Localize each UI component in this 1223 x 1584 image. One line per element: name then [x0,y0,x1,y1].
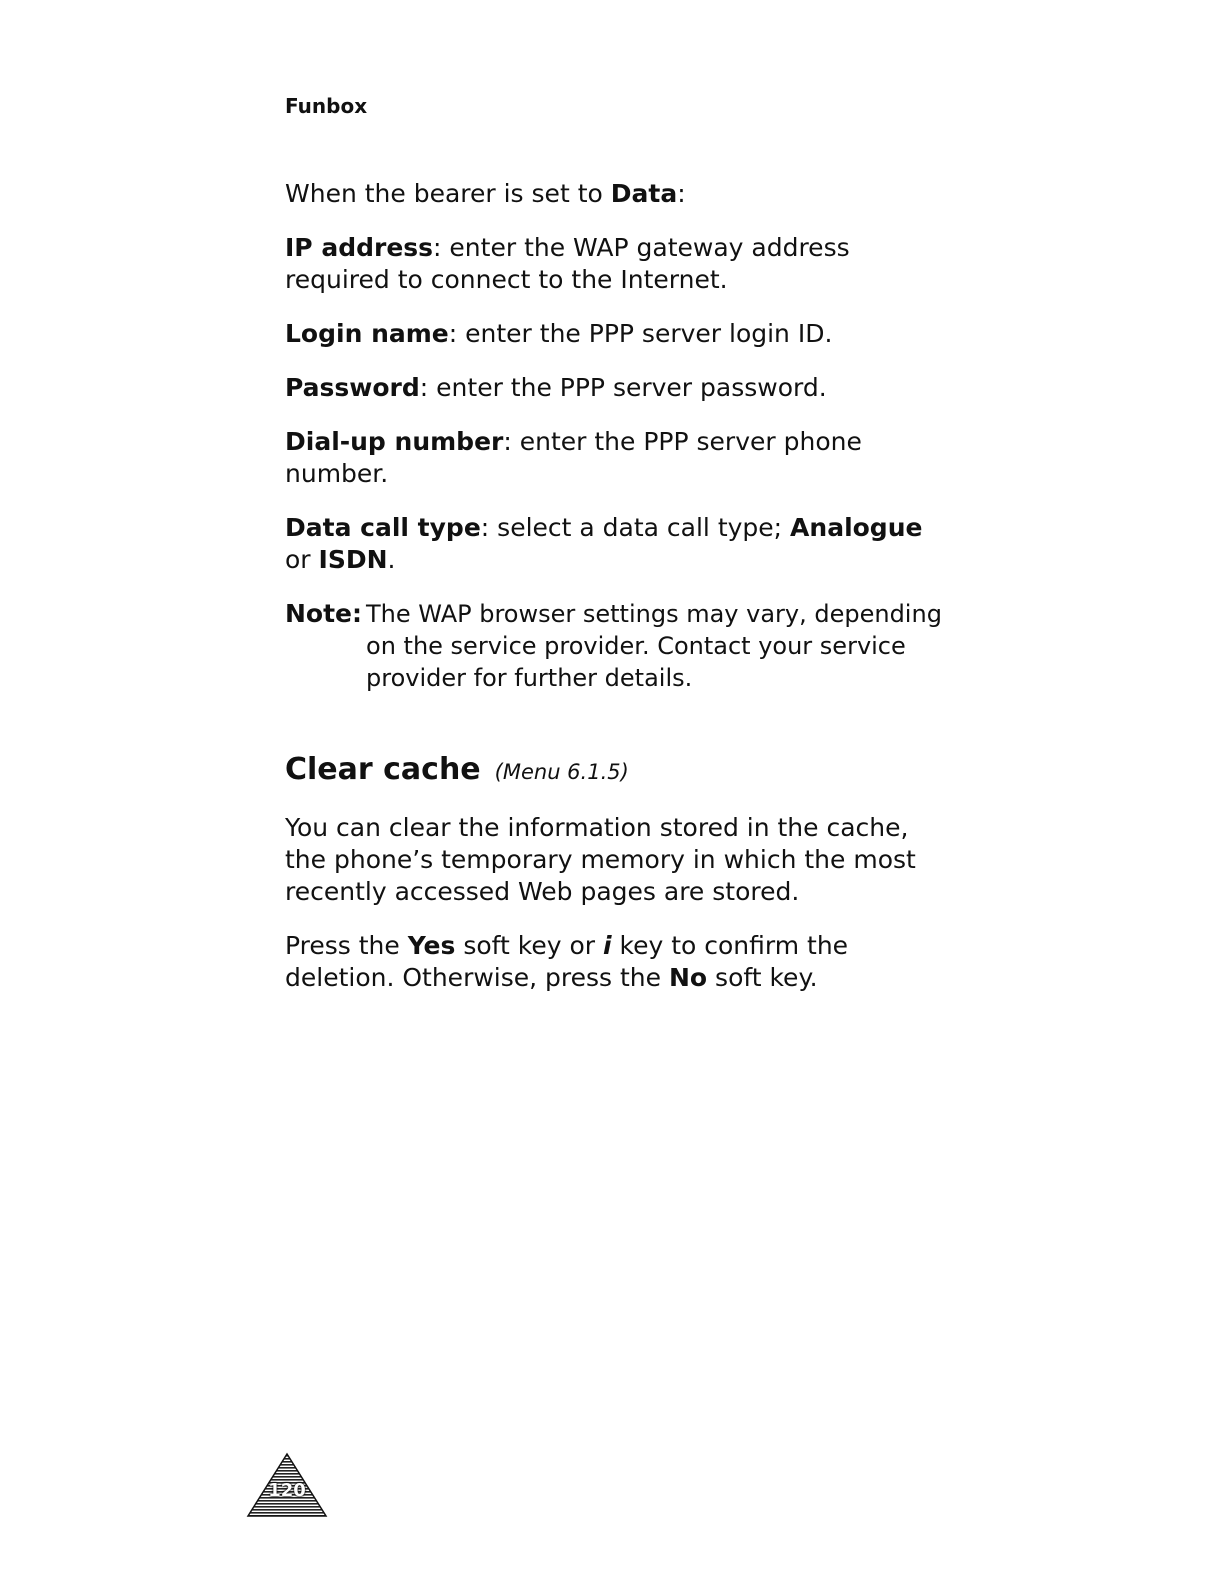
setting-login-name: Login name: enter the PPP server login ID. [285,319,833,348]
setting-password: Password: enter the PPP server password. [285,373,827,402]
setting-ip-address: IP address: enter the WAP gateway address required to connect to the Internet. [285,233,850,294]
note-block [285,598,945,694]
menu-reference: (Menu 6.1.5) [494,760,629,784]
clear-cache-confirm-instructions: Press the Yes soft key or i key to confirm the deletion. Otherwise, press the No soft key. [285,931,849,992]
section-heading-clear-cache: Clear cache (Menu 6.1.5) [285,752,629,787]
bearer-intro: When the bearer is set to Data: [285,179,686,208]
page-number-badge [246,1452,328,1518]
page-number: 120 [268,1480,306,1501]
info-key-icon: i [602,931,612,960]
page-body [285,178,945,1016]
setting-dial-up-number: Dial-up number: enter the PPP server phone number. [285,427,862,488]
running-header: Funbox [285,94,368,118]
note-text: The WAP browser settings may vary, depending on the service provider. Contact your service provider for further details. [366,600,942,692]
note-label: Note: [285,599,363,628]
clear-cache-description: You can clear the information stored in the cache, the phone’s temporary memory in which the most recently accessed Web pages are stored. [285,813,916,906]
setting-data-call-type: Data call type: select a data call type; Analogue or ISDN. [285,513,923,574]
